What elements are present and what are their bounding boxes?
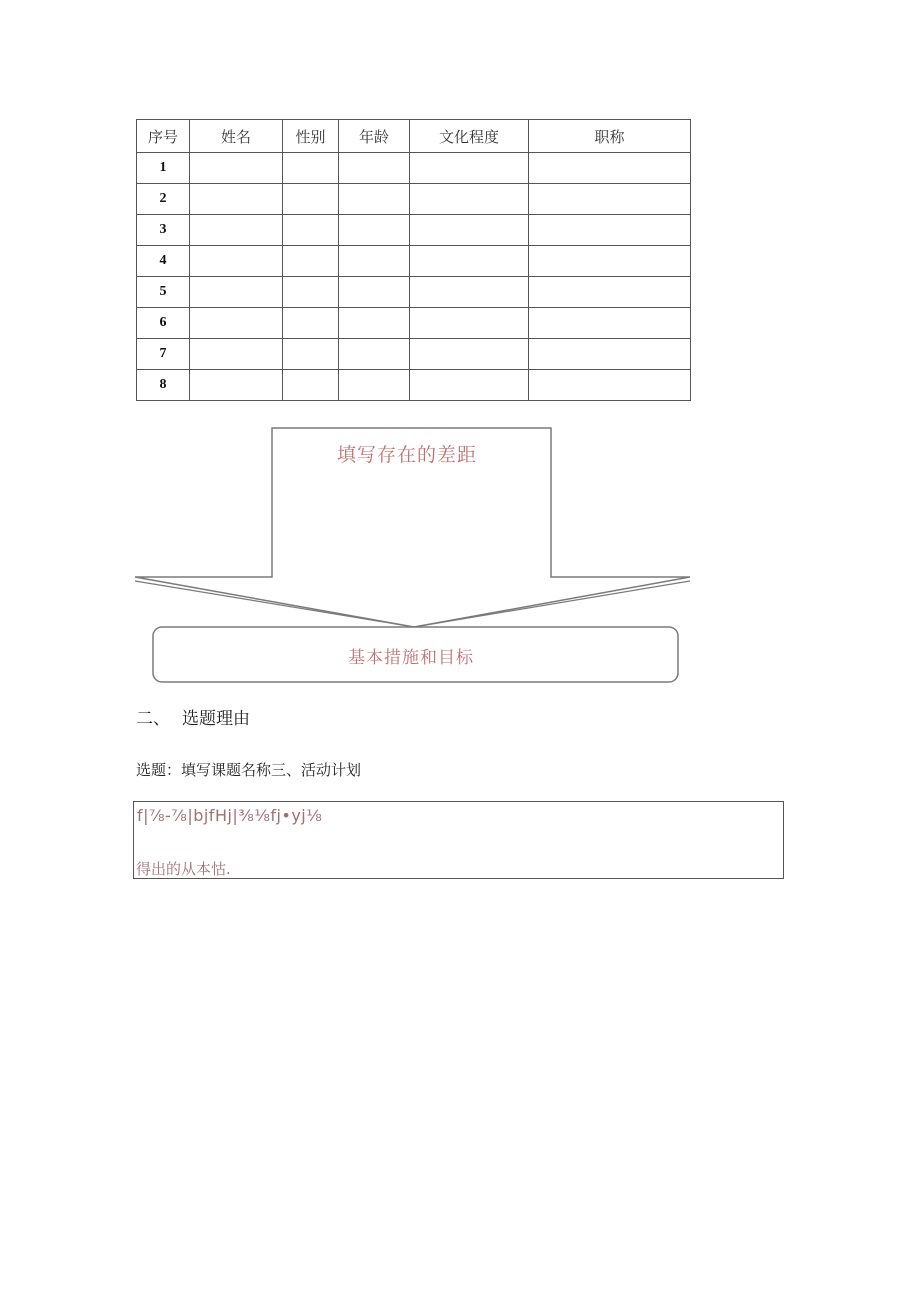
row-number: 7 (137, 339, 190, 370)
note-text-line: 得出的从本怙. (136, 860, 231, 878)
topic-line: 选题：填写课题名称三、活动计划 (136, 761, 362, 779)
section-title: 选题理由 (182, 709, 250, 729)
header-title: 职称 (529, 120, 691, 153)
header-education: 文化程度 (410, 120, 529, 153)
note-box (133, 801, 784, 879)
row-number: 3 (137, 215, 190, 246)
row-number: 6 (137, 308, 190, 339)
header-name: 姓名 (190, 120, 283, 153)
row-number: 8 (137, 370, 190, 401)
row-number: 5 (137, 277, 190, 308)
goal-label: 基本措施和目标 (348, 648, 474, 668)
gap-label: 填写存在的差距 (337, 444, 478, 466)
header-serial: 序号 (137, 120, 190, 153)
section-number: 二、 (136, 709, 170, 729)
header-age: 年龄 (339, 120, 410, 153)
section-heading (136, 704, 250, 729)
header-gender: 性别 (283, 120, 339, 153)
row-number: 2 (137, 184, 190, 215)
row-number: 4 (137, 246, 190, 277)
row-number: 1 (137, 153, 190, 184)
note-garbled-line: f|⅞-⅞|bjfHj|⅜⅛fj•yj⅛ (137, 806, 323, 825)
